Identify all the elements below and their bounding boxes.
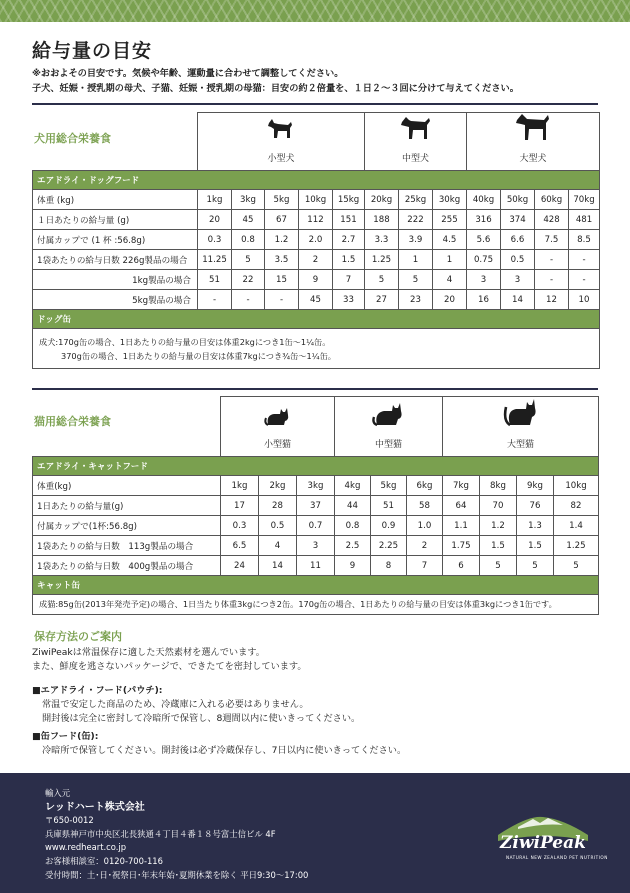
intro-text xyxy=(32,66,519,96)
dog-dry-food-bar: エアドライ・ドッグフード xyxy=(33,171,600,190)
intro-line-1: ※おおよその目安です。気候や年齢、運動量に合わせて調整してください。 xyxy=(32,68,344,79)
cat-can-bar: キャット缶 xyxy=(33,576,599,595)
medium-dog-header: 中型犬 xyxy=(365,113,467,171)
table-row: 付属カップで(1杯:56.8g) 0.3 0.5 0.7 0.8 0.9 1.0 1.1 1.2 1.3 1.4 xyxy=(33,516,599,536)
table-row: １日あたりの給与量 (g) 20 45 67 112 151 188 222 255 316 374 428 481 xyxy=(33,210,600,230)
dog-can-note: 成犬:170g缶の場合、1日あたりの給与量の目安は体重2kgにつき1缶〜1¼缶。 370g缶の場合、1日あたりの給与量の目安は体重7kgにつき¾缶〜1¼缶。 xyxy=(33,329,600,369)
large-dog-header: 大型犬 xyxy=(467,113,600,171)
cat-can-note: 成猫:85g缶(2013年発売予定)の場合、1日当たり体重3kgにつき2缶。170g缶の場合、1日あたりの給与量の目安は体重3kgにつき1缶です。 xyxy=(33,595,599,615)
cat-section-title: 猫用総合栄養食 xyxy=(34,415,111,428)
dog-section-title: 犬用総合栄養食 xyxy=(34,132,111,145)
table-row: 体重(kg) 1kg 2kg 3kg 4kg 5kg 6kg 7kg 8kg 9kg 10kg xyxy=(33,476,599,496)
cat-dry-food-bar: エアドライ・キャットフード xyxy=(33,457,599,476)
table-row: 体重 (kg) 1kg 3kg 5kg 10kg 15kg 20kg 25kg 30kg 40kg 50kg 60kg 70kg xyxy=(33,190,600,210)
contact-info: 輸入元 レッドハート株式会社 〒650-0012 兵庫県神戸市中央区北長狭通４丁目４番１８号富士信ビル 4F www.redheart.co.jp お客様相談室：0120-700-116 受付時間：土･日･祝祭日･年末年始･夏期休業を除く 平日9:30〜17:00 xyxy=(45,788,309,880)
small-cat-header: 小型猫 xyxy=(221,397,335,457)
cat-feeding-table xyxy=(32,396,599,615)
large-cat-icon xyxy=(502,397,540,429)
large-cat-header: 大型猫 xyxy=(443,397,599,457)
small-dog-header: 小型犬 xyxy=(198,113,365,171)
intro-line-2: 子犬、妊娠・授乳期の母犬、子猫、妊娠・授乳期の母猫：目安の約２倍量を、１日２〜３回に分けて与えてください。 xyxy=(32,83,519,94)
medium-dog-icon xyxy=(400,115,432,143)
top-pattern-band xyxy=(0,0,630,22)
logo-tagline: NATURAL NEW ZEALAND PET NUTRITION xyxy=(506,855,608,860)
storage-can: ■缶フード(缶): 冷暗所で保管してください。開封後は必ず冷蔵保存し、7日以内に使いきってください。 xyxy=(32,731,407,756)
table-row: 1袋あたりの給与日数 226g製品の場合 11.25 5 3.5 2 1.5 1.25 1 1 0.75 0.5 - - xyxy=(33,250,600,270)
page-title: 給与量の目安 xyxy=(32,40,153,62)
small-dog-icon xyxy=(266,117,296,143)
storage-title: 保存方法のご案内 xyxy=(34,630,122,643)
table-row: 1袋あたりの給与日数 400g製品の場合 24 14 11 9 8 7 6 5 5 5 xyxy=(33,556,599,576)
company-name: レッドハート株式会社 xyxy=(45,801,145,813)
website-link[interactable]: www.redheart.co.jp xyxy=(45,842,127,853)
storage-intro: ZiwiPeakは常温保存に適した天然素材を選んでいます。 また、鮮度を逃さないパッケージで、できたてを密封しています。 xyxy=(32,647,307,672)
logo-wordmark: ZiwiPeak xyxy=(500,833,586,853)
divider-middle xyxy=(32,388,598,390)
large-dog-icon xyxy=(515,113,551,143)
divider-top xyxy=(32,103,598,105)
small-cat-icon xyxy=(264,405,292,429)
dog-feeding-table xyxy=(32,112,600,369)
table-row: 付属カップで (1 杯 :56.8g) 0.3 0.8 1.2 2.0 2.7 3.3 3.9 4.5 5.6 6.6 7.5 8.5 xyxy=(33,230,600,250)
dog-can-bar: ドッグ缶 xyxy=(33,310,600,329)
medium-cat-header: 中型猫 xyxy=(335,397,443,457)
table-row: 5kg製品の場合 - - - 45 33 27 23 20 16 14 12 10 xyxy=(33,290,600,310)
table-row: 1kg製品の場合 51 22 15 9 7 5 5 4 3 3 - - xyxy=(33,270,600,290)
storage-dry: ■エアドライ・フード(パウチ): 常温で安定した商品のため、冷蔵庫に入れる必要はありません。 開封後は完全に密封して冷暗所で保管し、8週間以内に使いきってください。 xyxy=(32,685,361,724)
medium-cat-icon xyxy=(372,401,406,429)
table-row: 1日あたりの給与量(g) 17 28 37 44 51 58 64 70 76 82 xyxy=(33,496,599,516)
table-row: 1袋あたりの給与日数 113g製品の場合 6.5 4 3 2.5 2.25 2 1.75 1.5 1.5 1.25 xyxy=(33,536,599,556)
footer xyxy=(0,773,630,893)
